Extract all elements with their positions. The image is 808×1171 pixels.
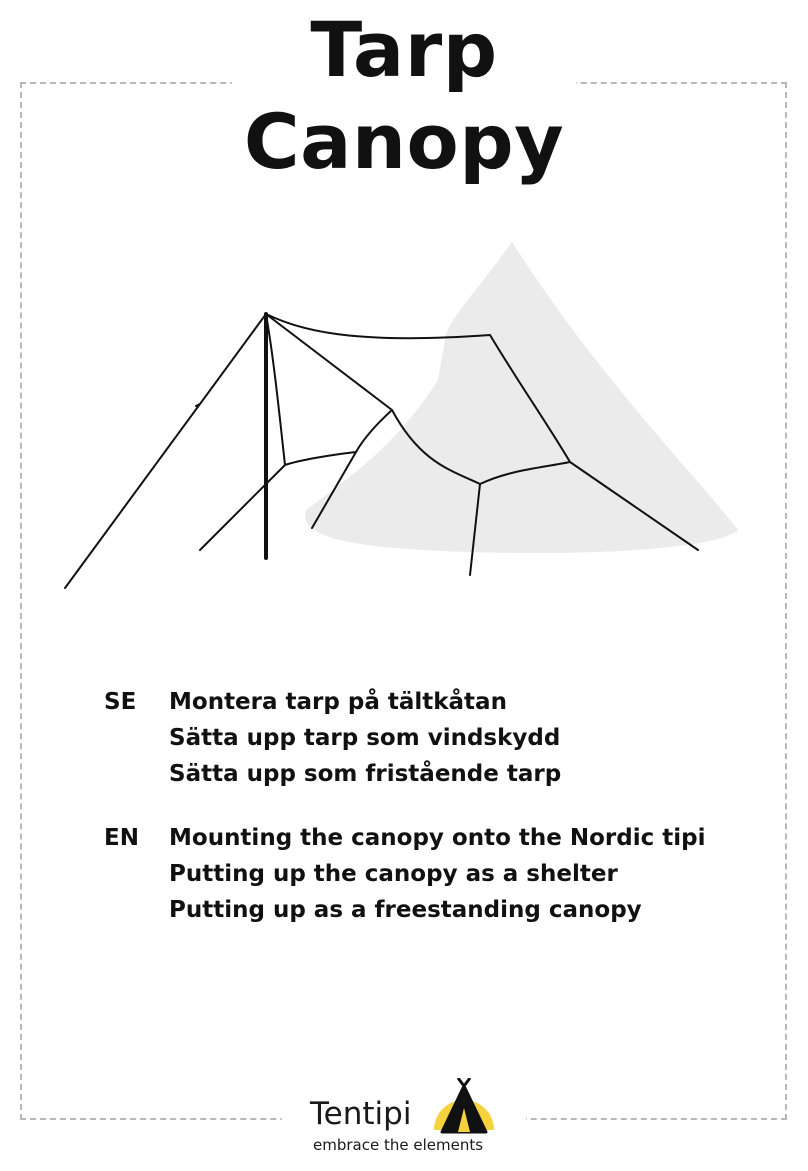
- instruction-line: Putting up as a freestanding canopy: [169, 897, 642, 923]
- guy-line-front: [200, 465, 285, 550]
- language-code: EN: [104, 825, 139, 851]
- tarp-fold: [266, 314, 392, 410]
- instruction-line: Montera tarp på tältkåtan: [169, 689, 507, 715]
- instruction-list: [169, 684, 769, 792]
- tentipi-logo-icon: [430, 1078, 498, 1136]
- guy-line-left: [65, 314, 266, 588]
- instruction-list: [169, 820, 769, 928]
- brand-tagline: embrace the elements: [313, 1136, 484, 1154]
- title-line-1: Tarp: [310, 5, 498, 94]
- page-title: [0, 4, 808, 188]
- tarp-canopy-illustration: [0, 220, 808, 600]
- title-line-2: Canopy: [243, 97, 565, 186]
- instruction-line: Mounting the canopy onto the Nordic tipi: [169, 825, 706, 851]
- instruction-line: Sätta upp tarp som vindskydd: [169, 725, 561, 751]
- tipi-silhouette: [305, 242, 738, 553]
- language-code: SE: [104, 689, 137, 715]
- instruction-line: Putting up the canopy as a shelter: [169, 861, 618, 887]
- instruction-line: Sätta upp som fristående tarp: [169, 761, 562, 787]
- brand-name: Tentipi: [310, 1096, 412, 1132]
- brand-footer: [308, 1078, 508, 1162]
